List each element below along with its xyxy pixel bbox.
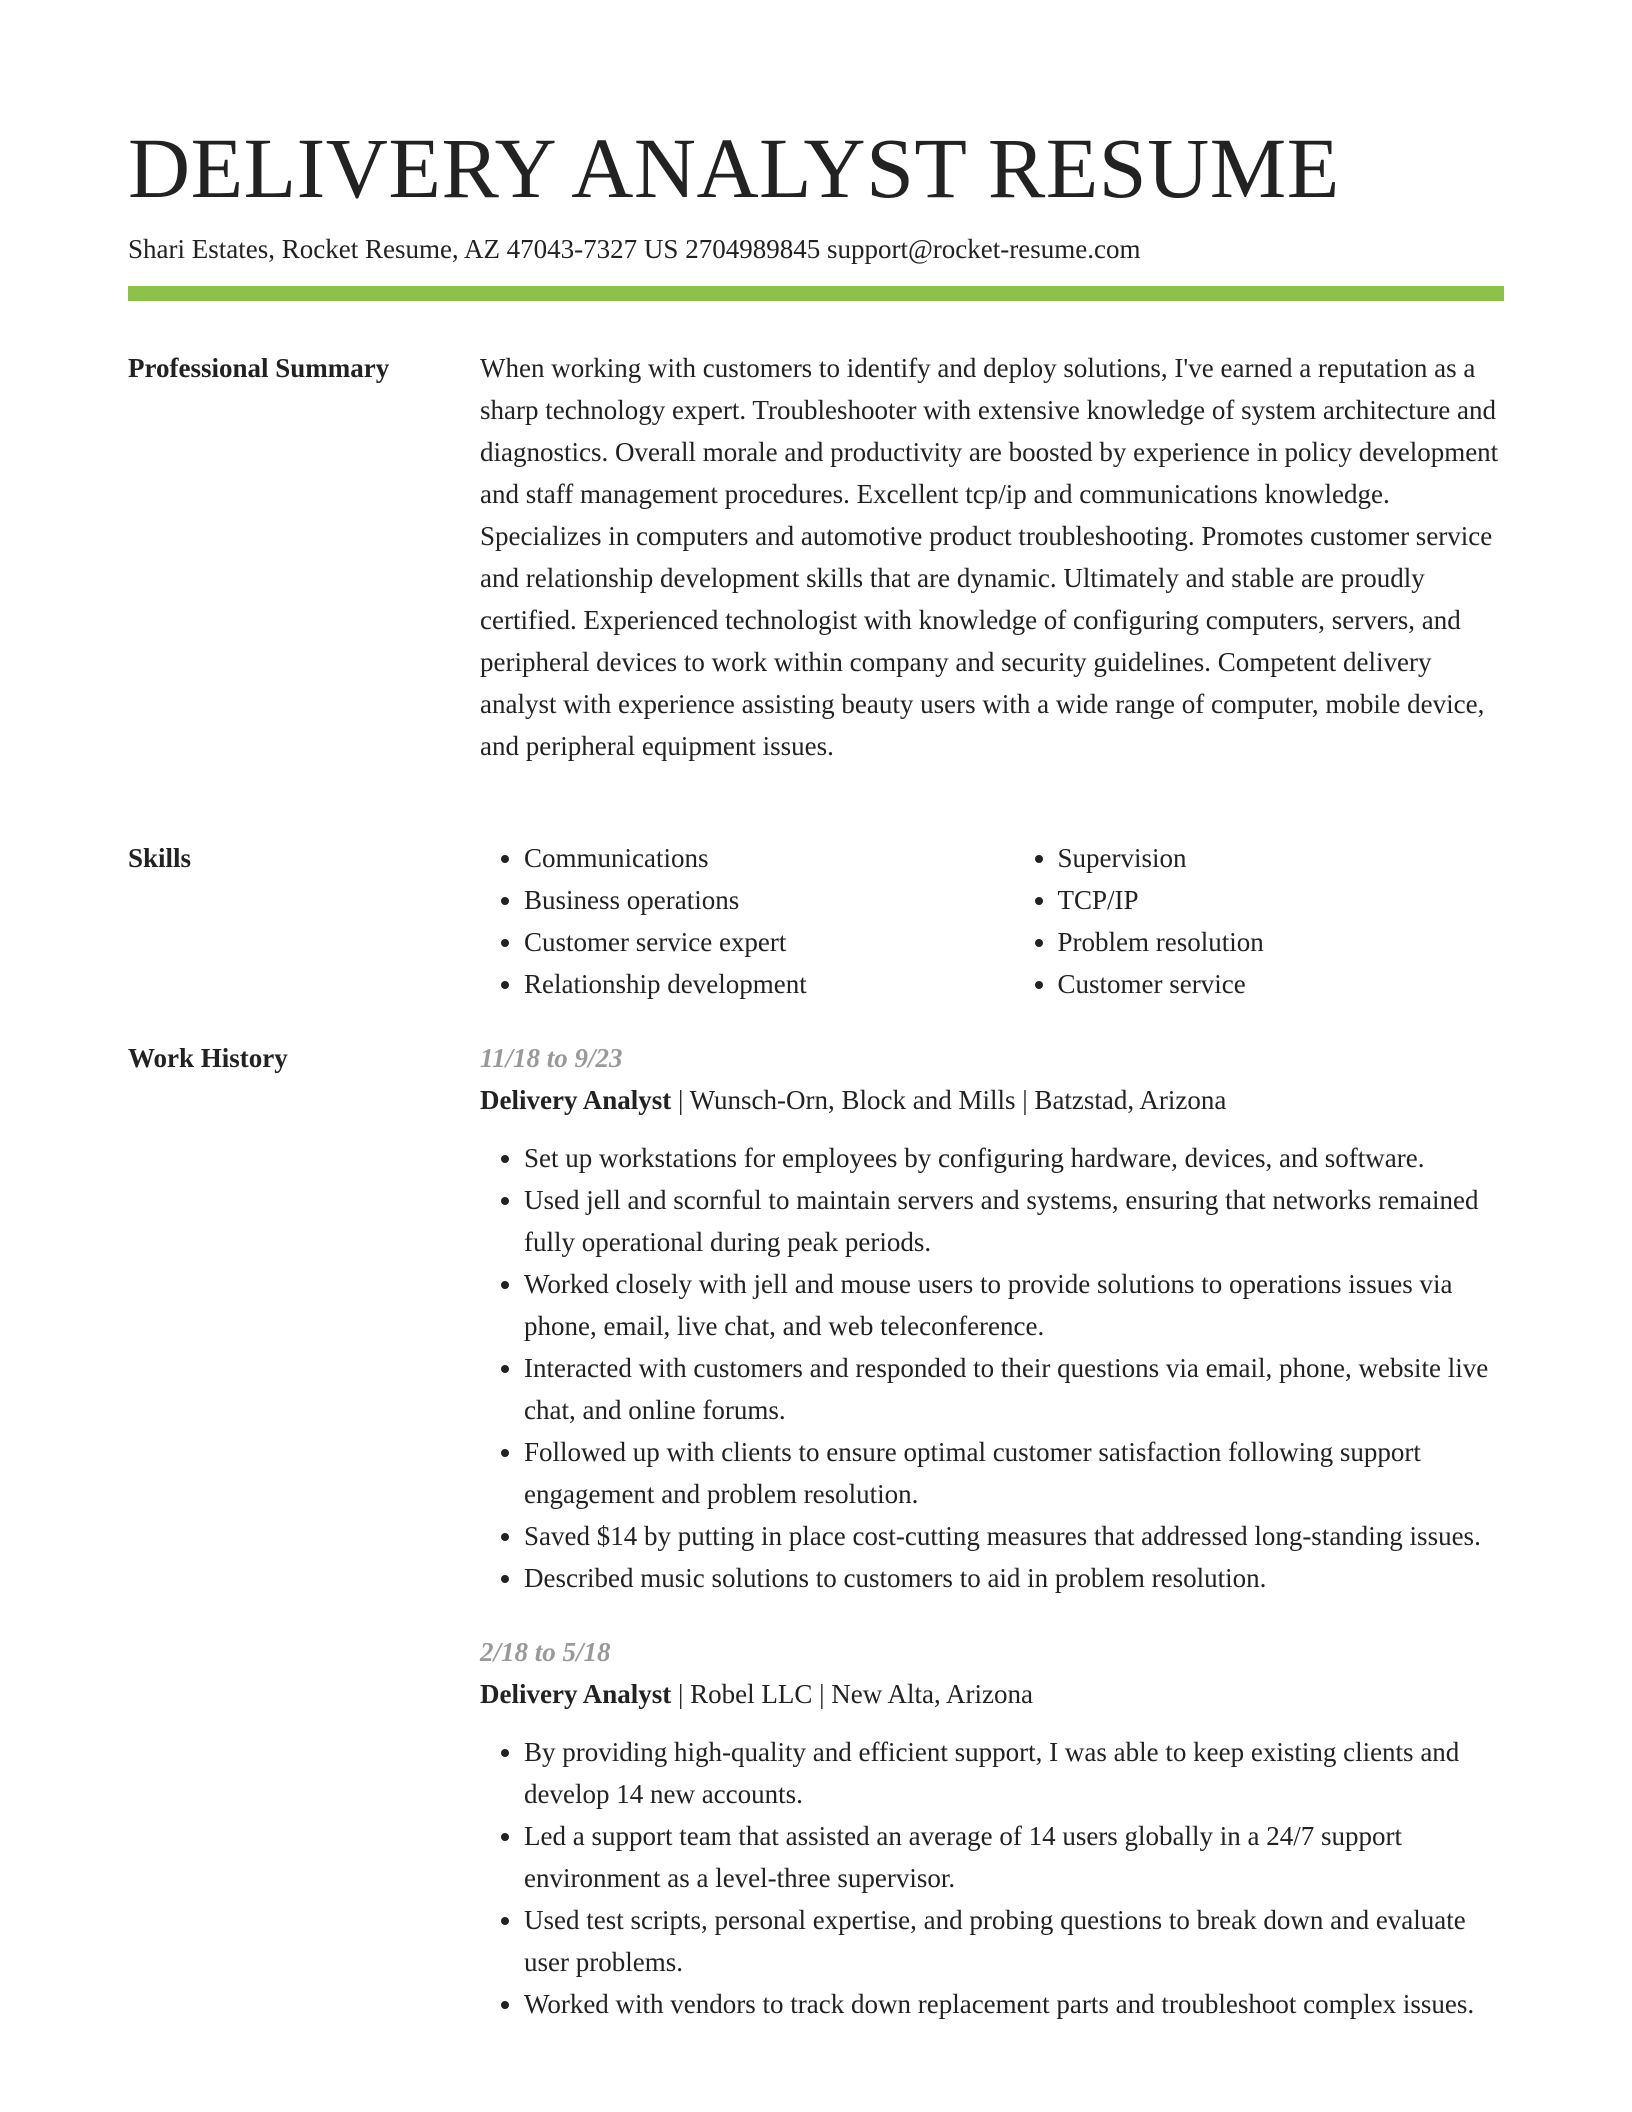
skills-label: Skills — [128, 843, 192, 873]
skills-column-2 — [1014, 837, 1505, 1005]
skill-item: • Business operations — [524, 879, 971, 921]
job-bullet: • By providing high-quality and efficient support, I was able to keep existing clients and develop 14 new accounts. — [524, 1731, 1504, 1815]
job-bullet: • Followed up with clients to ensure optimal customer satisfaction following support engagement and problem resolution. — [524, 1431, 1504, 1515]
job-role: Delivery Analyst — [480, 1679, 672, 1709]
job-bullet: • Worked closely with jell and mouse users to provide solutions to operations issues via phone, email, live chat, and web teleconference. — [524, 1263, 1504, 1347]
resume-title: DELIVERY ANALYST RESUME — [128, 120, 1340, 216]
skill-item: • Problem resolution — [1058, 921, 1505, 963]
job-bullet: • Described music solutions to customers to aid in problem resolution. — [524, 1557, 1504, 1599]
summary-label: Professional Summary — [128, 353, 390, 383]
header-divider — [128, 286, 1504, 301]
job-details: | Robel LLC | New Alta, Arizona — [671, 1679, 1033, 1709]
job-dates: 2/18 to 5/18 — [480, 1637, 611, 1667]
job-bullet: • Led a support team that assisted an average of 14 users globally in a 24/7 support environment as a level-three supervisor. — [524, 1815, 1504, 1899]
job-bullets — [480, 1137, 1504, 1599]
skills-body — [480, 837, 1504, 1005]
job-dates: 11/18 to 9/23 — [480, 1043, 623, 1073]
work-history-body — [480, 1037, 1504, 2025]
job-title-line — [480, 1079, 1504, 1121]
job-bullet: • Interacted with customers and responded to their questions via email, phone, website live chat, and online forums. — [524, 1347, 1504, 1431]
job-title-line — [480, 1673, 1504, 1715]
job-bullet: • Used test scripts, personal expertise, and probing questions to break down and evaluate user problems. — [524, 1899, 1504, 1983]
work-history-label: Work History — [128, 1043, 288, 1073]
job-role: Delivery Analyst — [480, 1085, 672, 1115]
skill-item: • Communications — [524, 837, 971, 879]
job-bullet: • Saved $14 by putting in place cost-cutting measures that addressed long-standing issues. — [524, 1515, 1504, 1557]
skill-item: • Customer service — [1058, 963, 1505, 1005]
job-bullets — [480, 1731, 1504, 2025]
skill-item: • Relationship development — [524, 963, 971, 1005]
job-entry — [480, 1037, 1504, 1599]
job-bullet: • Used jell and scornful to maintain servers and systems, ensuring that networks remained fully operational during peak periods. — [524, 1179, 1504, 1263]
skill-item: • Supervision — [1058, 837, 1505, 879]
skills-column-1 — [480, 837, 971, 1005]
job-bullet: • Set up workstations for employees by configuring hardware, devices, and software. — [524, 1137, 1504, 1179]
summary-body — [480, 347, 1504, 767]
contact-line: Shari Estates, Rocket Resume, AZ 47043-7327 US 2704989845 support@rocket-resume.com — [128, 234, 1141, 264]
job-bullet: • Worked with vendors to track down replacement parts and troubleshoot complex issues. — [524, 1983, 1504, 2025]
skill-item: • TCP/IP — [1058, 879, 1505, 921]
skill-item: • Customer service expert — [524, 921, 971, 963]
job-entry — [480, 1631, 1504, 2025]
summary-text: When working with customers to identify and deploy solutions, I've earned a reputation as a sharp technology expert. Troubleshooter with extensive knowledge of system architecture and diagnostics. Overall morale and productivity are boosted by experience in policy development and staff management procedures. Excellent tcp/ip and communications knowledge. Specializes in computers and automotive product troubleshooting. Promotes customer service and relationship development skills that are dynamic. Ultimately and stable are proudly certified. Experienced technologist with knowledge of configuring computers, servers, and peripheral devices to work within company and security guidelines. Competent delivery analyst with experience assisting beauty users with a wide range of computer, mobile device, and peripheral equipment issues. — [480, 353, 1499, 761]
job-details: | Wunsch-Orn, Block and Mills | Batzstad, Arizona — [671, 1085, 1227, 1115]
